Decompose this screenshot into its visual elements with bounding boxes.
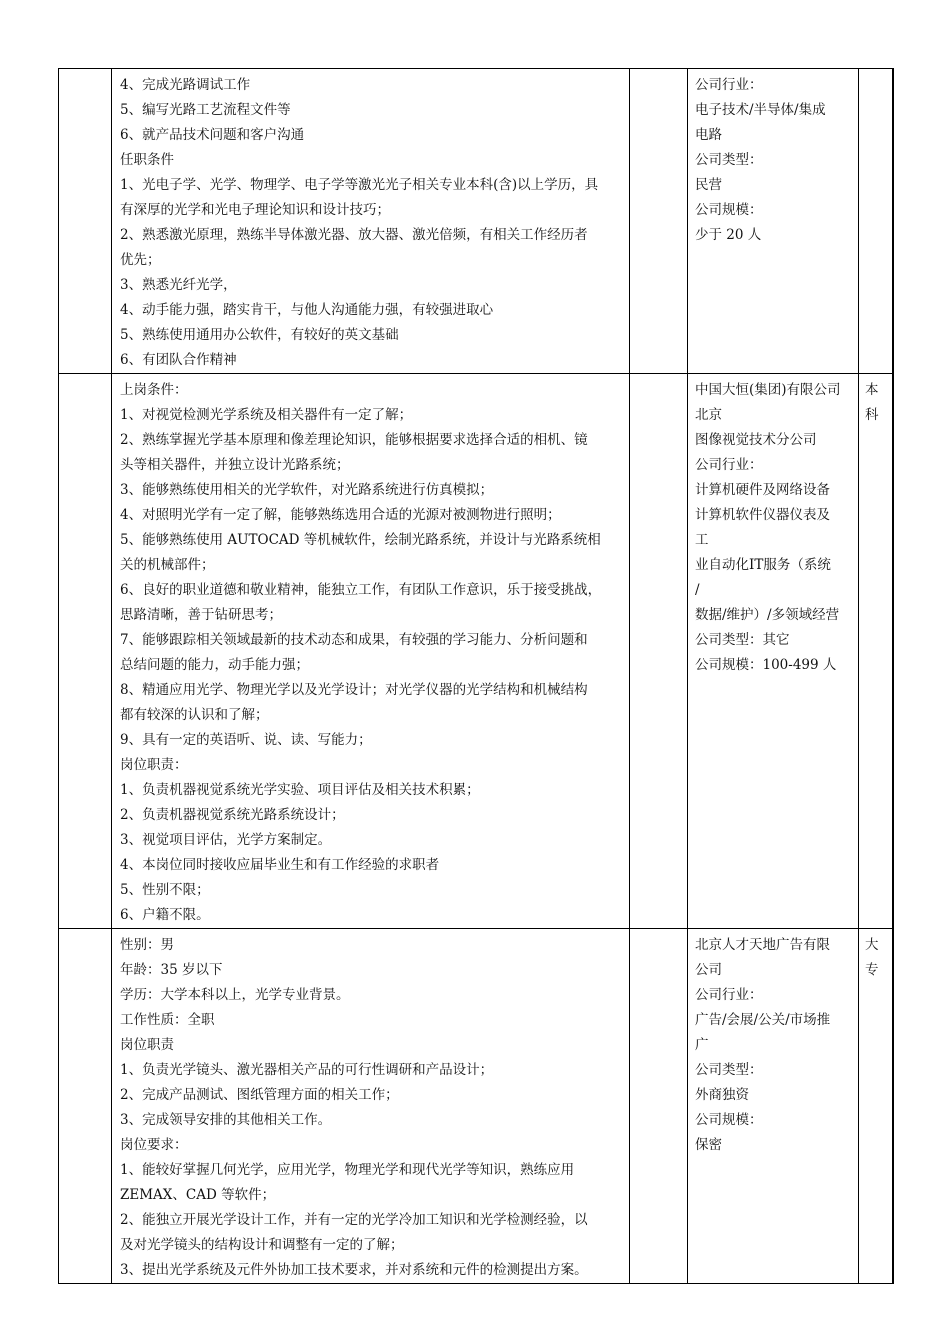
text-line: 1、光电子学、光学、物理学、电子学等激光光子相关专业本科(含)以上学历，具	[120, 177, 599, 193]
text-line: 优先；	[120, 252, 161, 268]
text-line: 2、负责机器视觉系统光路系统设计；	[120, 807, 345, 823]
text-line: 7、能够跟踪相关领域最新的技术动态和成果，有较强的学习能力、分析问题和	[120, 632, 588, 648]
text-line: /	[695, 582, 700, 598]
text-line: 计算机软件仪器仪表及	[695, 507, 830, 523]
text-line: 2、熟练掌握光学基本原理和像差理论知识，能够根据要求选择合适的相机、镜	[120, 432, 588, 448]
text-line: 6、户籍不限。	[120, 907, 210, 923]
text-line: 4、对照明光学有一定了解，能够熟练选用合适的光源对被测物进行照明；	[120, 507, 561, 523]
text-line: 数据/维护）/多领域经营	[695, 607, 840, 623]
text-line: 1、负责机器视觉系统光学实验、项目评估及相关技术积累；	[120, 782, 480, 798]
text-line: 关的机械部件；	[120, 557, 215, 573]
job-listing-body	[59, 69, 893, 1284]
text-line: 5、编写光路工艺流程文件等	[120, 102, 291, 118]
text-line: 岗位职责	[120, 1037, 174, 1053]
text-line: 科	[865, 407, 879, 423]
text-line: 1、负责光学镜头、激光器相关产品的可行性调研和产品设计；	[120, 1062, 494, 1078]
text-line: 电路	[695, 127, 722, 143]
text-line: 总结问题的能力，动手能力强；	[120, 657, 309, 673]
text-line: 任职条件	[120, 152, 174, 168]
text-line: 有深厚的光学和光电子理论知识和设计技巧；	[120, 202, 390, 218]
text-line: 公司类型：其它	[695, 632, 790, 648]
text-line: 及对光学镜头的结构设计和调整有一定的了解；	[120, 1237, 404, 1253]
text-line: 图像视觉技术分公司	[695, 432, 817, 448]
text-line: 电子技术/半导体/集成	[695, 102, 826, 118]
text-line: 保密	[695, 1137, 722, 1153]
text-line: 工	[695, 532, 709, 548]
job-listing-table	[58, 68, 894, 1284]
text-line: 2、熟悉激光原理，熟练半导体激光器、放大器、激光倍频，有相关工作经历者	[120, 227, 588, 243]
text-line: 岗位职责：	[120, 757, 188, 773]
text-line: 3、视觉项目评估，光学方案制定。	[120, 832, 332, 848]
job-description-cell	[112, 929, 630, 1284]
text-line: 5、性别不限；	[120, 882, 210, 898]
text-line: 3、能够熟练使用相关的光学软件，对光路系统进行仿真模拟；	[120, 482, 494, 498]
text-line: 公司	[695, 962, 722, 978]
company-info-cell	[688, 929, 859, 1284]
text-line: 3、提出光学系统及元件外协加工技术要求，并对系统和元件的检测提出方案。	[120, 1262, 588, 1278]
text-line: 北京	[695, 407, 722, 423]
job-description-cell	[112, 374, 630, 929]
text-line: 公司行业：	[695, 457, 763, 473]
text-line: 6、良好的职业道德和敬业精神，能独立工作，有团队工作意识，乐于接受挑战，	[120, 582, 602, 598]
text-line: 上岗条件：	[120, 382, 188, 398]
index-cell	[59, 929, 112, 1284]
text-line: 外商独资	[695, 1087, 749, 1103]
text-line: 思路清晰，善于钻研思考；	[120, 607, 282, 623]
text-line: 工作性质：全职	[120, 1012, 215, 1028]
text-line: 专	[865, 962, 879, 978]
text-line: 头等相关器件，并独立设计光路系统；	[120, 457, 350, 473]
text-line: 年龄：35 岁以下	[120, 962, 223, 978]
text-line: 公司规模：	[695, 1112, 763, 1128]
table-row	[59, 929, 893, 1284]
text-line: 公司规模：	[695, 202, 763, 218]
text-line: 8、精通应用光学、物理光学以及光学设计；对光学仪器的光学结构和机械结构	[120, 682, 588, 698]
text-line: 公司类型：	[695, 152, 763, 168]
text-line: 计算机硬件及网络设备	[695, 482, 830, 498]
text-line: 公司行业：	[695, 77, 763, 93]
text-line: 1、对视觉检测光学系统及相关器件有一定了解；	[120, 407, 413, 423]
education-cell	[859, 69, 893, 374]
text-line: 5、熟练使用通用办公软件，有较好的英文基础	[120, 327, 399, 343]
text-line: 2、完成产品测试、图纸管理方面的相关工作；	[120, 1087, 399, 1103]
text-line: 4、本岗位同时接收应届毕业生和有工作经验的求职者	[120, 857, 440, 873]
index-cell	[59, 69, 112, 374]
company-info-cell	[688, 69, 859, 374]
text-line: 北京人才天地广告有限	[695, 937, 830, 953]
text-line: 本	[865, 382, 879, 398]
text-line: 都有较深的认识和了解；	[120, 707, 269, 723]
text-line: ZEMAX、CAD 等软件；	[120, 1187, 276, 1203]
table-row	[59, 69, 893, 374]
company-info-cell	[688, 374, 859, 929]
text-line: 4、完成光路调试工作	[120, 77, 251, 93]
text-line: 学历：大学本科以上，光学专业背景。	[120, 987, 350, 1003]
text-line: 大	[865, 937, 879, 953]
text-line: 公司规模：100-499 人	[695, 657, 837, 673]
text-line: 民营	[695, 177, 722, 193]
text-line: 9、具有一定的英语听、说、读、写能力；	[120, 732, 372, 748]
text-line: 性别：男	[120, 937, 174, 953]
text-line: 3、熟悉光纤光学，	[120, 277, 237, 293]
text-line: 6、有团队合作精神	[120, 352, 237, 368]
text-line: 广	[695, 1037, 709, 1053]
table-row	[59, 374, 893, 929]
text-line: 中国大恒(集团)有限公司	[695, 382, 841, 398]
text-line: 5、能够熟练使用 AUTOCAD 等机械软件，绘制光路系统，并设计与光路系统相	[120, 532, 601, 548]
education-cell	[859, 929, 893, 1284]
text-line: 少于 20 人	[695, 227, 762, 243]
text-line: 3、完成领导安排的其他相关工作。	[120, 1112, 332, 1128]
empty-cell	[630, 929, 688, 1284]
text-line: 广告/会展/公关/市场推	[695, 1012, 831, 1028]
text-line: 公司行业：	[695, 987, 763, 1003]
text-line: 6、就产品技术问题和客户沟通	[120, 127, 305, 143]
text-line: 业自动化IT服务（系统	[695, 557, 831, 573]
education-cell	[859, 374, 893, 929]
empty-cell	[630, 69, 688, 374]
text-line: 2、能独立开展光学设计工作，并有一定的光学冷加工知识和光学检测经验，以	[120, 1212, 588, 1228]
text-line: 岗位要求：	[120, 1137, 188, 1153]
text-line: 4、动手能力强，踏实肯干，与他人沟通能力强，有较强进取心	[120, 302, 494, 318]
text-line: 公司类型：	[695, 1062, 763, 1078]
text-line: 1、能较好掌握几何光学，应用光学，物理光学和现代光学等知识，熟练应用	[120, 1162, 575, 1178]
job-description-cell	[112, 69, 630, 374]
empty-cell	[630, 374, 688, 929]
index-cell	[59, 374, 112, 929]
